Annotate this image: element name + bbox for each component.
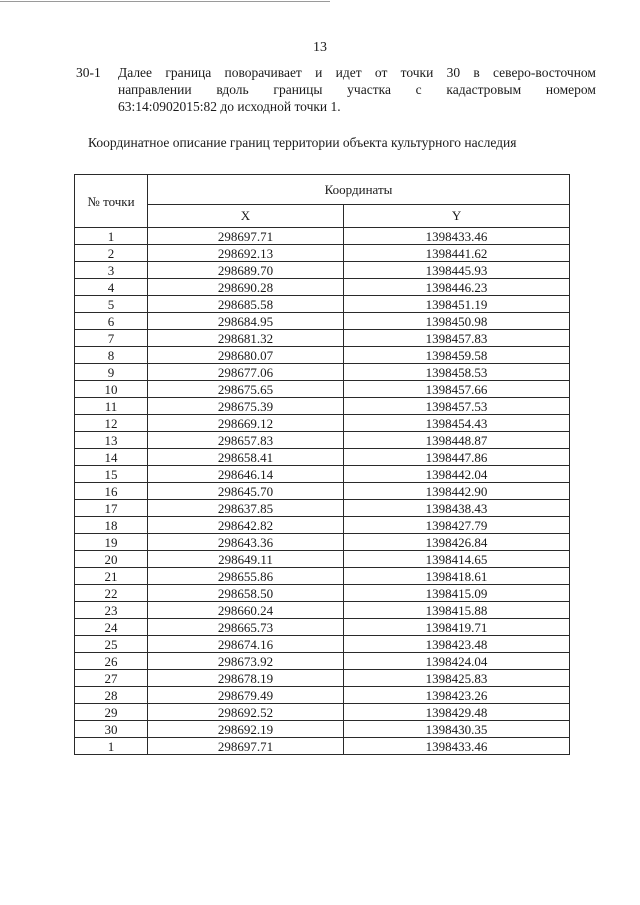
point-number-cell: 4 (75, 279, 148, 296)
table-row (75, 415, 570, 432)
point-number-cell: 8 (75, 347, 148, 364)
table-caption: Координатное описание границ территории объекта культурного наследия (88, 135, 517, 150)
point-number-cell: 7 (75, 330, 148, 347)
x-cell: 298677.06 (148, 364, 344, 381)
table-row (75, 602, 570, 619)
x-cell: 298685.58 (148, 296, 344, 313)
word: и (315, 65, 323, 80)
table-row (75, 738, 570, 755)
table-row (75, 449, 570, 466)
table-body (75, 228, 570, 755)
table-row (75, 619, 570, 636)
point-number-cell: 19 (75, 534, 148, 551)
point-number-cell: 17 (75, 500, 148, 517)
point-number-cell: 29 (75, 704, 148, 721)
x-cell: 298675.65 (148, 381, 344, 398)
point-number-cell: 15 (75, 466, 148, 483)
x-cell: 298660.24 (148, 602, 344, 619)
y-cell: 1398442.04 (344, 466, 570, 483)
word: направлении (118, 82, 192, 97)
point-number-cell: 3 (75, 262, 148, 279)
x-cell: 298646.14 (148, 466, 344, 483)
point-number-cell: 14 (75, 449, 148, 466)
point-number-cell: 26 (75, 653, 148, 670)
word: 30 (446, 65, 461, 80)
y-cell: 1398427.79 (344, 517, 570, 534)
table-row (75, 568, 570, 585)
point-number-cell: 1 (75, 228, 148, 245)
coordinates-table (74, 174, 570, 755)
x-cell: 298690.28 (148, 279, 344, 296)
y-cell: 1398451.19 (344, 296, 570, 313)
table-row (75, 245, 570, 262)
x-cell: 298658.50 (148, 585, 344, 602)
y-cell: 1398438.43 (344, 500, 570, 517)
header-coordinates: Координаты (148, 175, 570, 205)
x-cell: 298678.19 (148, 670, 344, 687)
y-cell: 1398415.09 (344, 585, 570, 602)
y-cell: 1398457.53 (344, 398, 570, 415)
header-y: Y (344, 204, 570, 227)
point-number-cell: 22 (75, 585, 148, 602)
table-row (75, 228, 570, 245)
point-number-cell: 9 (75, 364, 148, 381)
table-row (75, 704, 570, 721)
x-cell: 298697.71 (148, 738, 344, 755)
point-number-cell: 27 (75, 670, 148, 687)
word: в (473, 65, 480, 80)
y-cell: 1398423.48 (344, 636, 570, 653)
y-cell: 1398454.43 (344, 415, 570, 432)
table-row (75, 687, 570, 704)
paragraph-line-2 (118, 81, 596, 98)
word: с (415, 82, 422, 97)
y-cell: 1398441.62 (344, 245, 570, 262)
y-cell: 1398430.35 (344, 721, 570, 738)
x-cell: 298669.12 (148, 415, 344, 432)
point-number-cell: 12 (75, 415, 148, 432)
point-number-cell: 24 (75, 619, 148, 636)
y-cell: 1398433.46 (344, 738, 570, 755)
x-cell: 298697.71 (148, 228, 344, 245)
y-cell: 1398419.71 (344, 619, 570, 636)
table-row (75, 500, 570, 517)
x-cell: 298674.16 (148, 636, 344, 653)
table-row (75, 330, 570, 347)
y-cell: 1398446.23 (344, 279, 570, 296)
table-row (75, 653, 570, 670)
point-number-cell: 5 (75, 296, 148, 313)
x-cell: 298692.13 (148, 245, 344, 262)
y-cell: 1398448.87 (344, 432, 570, 449)
header-point-number: № точки (75, 175, 148, 228)
table-row (75, 432, 570, 449)
table-row (75, 381, 570, 398)
x-cell: 298642.82 (148, 517, 344, 534)
point-number-cell: 21 (75, 568, 148, 585)
table-row (75, 296, 570, 313)
table-row (75, 721, 570, 738)
x-cell: 298692.52 (148, 704, 344, 721)
y-cell: 1398433.46 (344, 228, 570, 245)
table-row (75, 517, 570, 534)
y-cell: 1398414.65 (344, 551, 570, 568)
word: кадастровым (446, 82, 522, 97)
x-cell: 298645.70 (148, 483, 344, 500)
word: поворачивает (224, 65, 302, 80)
x-cell: 298643.36 (148, 534, 344, 551)
point-number-cell: 23 (75, 602, 148, 619)
word: участка (347, 82, 391, 97)
y-cell: 1398458.53 (344, 364, 570, 381)
point-number-cell: 18 (75, 517, 148, 534)
x-cell: 298684.95 (148, 313, 344, 330)
word: границы (273, 82, 323, 97)
table-row (75, 364, 570, 381)
point-number-cell: 30 (75, 721, 148, 738)
word: вдоль (216, 82, 249, 97)
y-cell: 1398457.66 (344, 381, 570, 398)
table-row (75, 262, 570, 279)
x-cell: 298649.11 (148, 551, 344, 568)
page-number: 13 (313, 40, 327, 55)
word: Далее (118, 65, 153, 80)
top-rule (0, 1, 330, 2)
x-cell: 298675.39 (148, 398, 344, 415)
x-cell: 298692.19 (148, 721, 344, 738)
y-cell: 1398425.83 (344, 670, 570, 687)
table-row (75, 483, 570, 500)
point-number-cell: 25 (75, 636, 148, 653)
table-row (75, 585, 570, 602)
table-row (75, 398, 570, 415)
table-row (75, 466, 570, 483)
x-cell: 298689.70 (148, 262, 344, 279)
table-row (75, 347, 570, 364)
y-cell: 1398442.90 (344, 483, 570, 500)
y-cell: 1398450.98 (344, 313, 570, 330)
word: граница (165, 65, 212, 80)
paragraph-line-3: 63:14:0902015:82 до исходной точки 1. (118, 99, 341, 114)
paragraph-line-1 (118, 64, 596, 81)
y-cell: 1398445.93 (344, 262, 570, 279)
table-row (75, 279, 570, 296)
x-cell: 298657.83 (148, 432, 344, 449)
y-cell: 1398426.84 (344, 534, 570, 551)
table-row (75, 670, 570, 687)
x-cell: 298681.32 (148, 330, 344, 347)
x-cell: 298680.07 (148, 347, 344, 364)
point-number-cell: 6 (75, 313, 148, 330)
x-cell: 298665.73 (148, 619, 344, 636)
y-cell: 1398429.48 (344, 704, 570, 721)
point-number-cell: 1 (75, 738, 148, 755)
y-cell: 1398423.26 (344, 687, 570, 704)
x-cell: 298637.85 (148, 500, 344, 517)
word: от (374, 65, 388, 80)
y-cell: 1398459.58 (344, 347, 570, 364)
y-cell: 1398418.61 (344, 568, 570, 585)
table-row (75, 313, 570, 330)
point-number-cell: 2 (75, 245, 148, 262)
paragraph-number: 30-1 (76, 65, 101, 80)
point-number-cell: 11 (75, 398, 148, 415)
point-number-cell: 16 (75, 483, 148, 500)
x-cell: 298673.92 (148, 653, 344, 670)
y-cell: 1398415.88 (344, 602, 570, 619)
table-row (75, 636, 570, 653)
point-number-cell: 10 (75, 381, 148, 398)
word: идет (335, 65, 362, 80)
word: точки (400, 65, 434, 80)
x-cell: 298655.86 (148, 568, 344, 585)
y-cell: 1398424.04 (344, 653, 570, 670)
y-cell: 1398447.86 (344, 449, 570, 466)
header-x: X (148, 204, 344, 227)
table-row (75, 534, 570, 551)
point-number-cell: 13 (75, 432, 148, 449)
table-row (75, 551, 570, 568)
word: номером (545, 82, 596, 97)
point-number-cell: 20 (75, 551, 148, 568)
word: северо-восточном (493, 65, 596, 80)
x-cell: 298679.49 (148, 687, 344, 704)
point-number-cell: 28 (75, 687, 148, 704)
y-cell: 1398457.83 (344, 330, 570, 347)
x-cell: 298658.41 (148, 449, 344, 466)
